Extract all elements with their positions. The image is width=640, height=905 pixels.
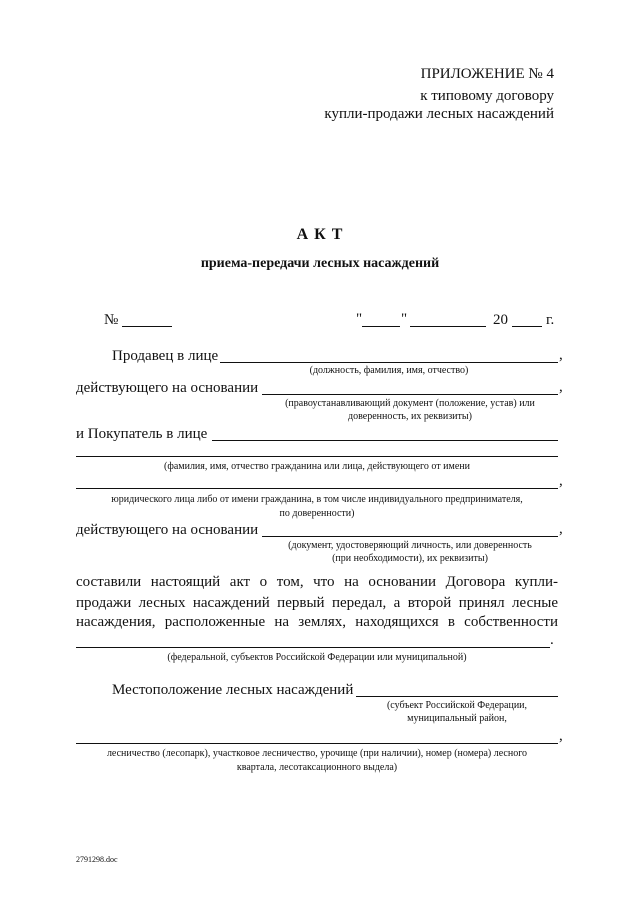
document-subtitle: приема-передачи лесных насаждений (200, 256, 440, 271)
date-quote-open: " (356, 311, 363, 327)
body-text-line3: насаждения, расположенные на землях, находящихся в собственности (76, 614, 558, 630)
annex-number: ПРИЛОЖЕНИЕ № 4 (420, 66, 554, 82)
location-label: Местоположение лесных насаждений (112, 682, 354, 698)
basis2-label: действующего на основании (76, 522, 259, 538)
location-field-line2[interactable] (76, 743, 558, 744)
basis1-note-line2: доверенность, их реквизиты) (348, 411, 472, 422)
basis2-line-comma: , (559, 521, 563, 537)
ownership-field-line[interactable] (76, 647, 550, 648)
seller-note: (должность, фамилия, имя, отчество) (309, 365, 469, 376)
basis2-note-line1: (документ, удостоверяющий личность, или доверенность (288, 540, 532, 551)
buyer-note2-line1: юридического лица либо от имени гражданина, в том числе индивидуального предпринимателя, (111, 494, 523, 505)
date-year-line[interactable] (512, 326, 542, 327)
ownership-line-period: . (550, 632, 554, 648)
location-note2-line2: квартала, лесотаксационного выдела) (236, 762, 398, 773)
buyer-note2-line2: по доверенности) (279, 508, 355, 519)
basis1-label: действующего на основании (76, 380, 259, 396)
buyer-field-line2[interactable] (76, 456, 558, 457)
file-reference: 2791298.doc (76, 855, 118, 864)
year-prefix: 20 (493, 312, 508, 328)
buyer-field-line3[interactable] (76, 488, 558, 489)
document-title: А К Т (296, 226, 344, 243)
location-line-comma: , (559, 728, 563, 744)
basis1-note-line1: (правоустанавливающий документ (положение, устав) или (285, 398, 535, 409)
buyer-note1: (фамилия, имя, отчество гражданина или лица, действующего от имени (164, 461, 470, 472)
annex-contract-name: купли-продажи лесных насаждений (324, 106, 554, 122)
basis2-note-line2: (при необходимости), их реквизиты) (332, 553, 488, 564)
annex-reference: к типовому договору (420, 88, 554, 104)
buyer-field-line1[interactable] (212, 440, 558, 441)
number-field-line[interactable] (122, 326, 172, 327)
basis2-field-line[interactable] (262, 536, 558, 537)
body-text-line1: составили настоящий акт о том, что на основании Договора купли- (76, 574, 558, 590)
seller-field-line[interactable] (220, 362, 558, 363)
date-month-line[interactable] (410, 326, 486, 327)
year-suffix: г. (546, 312, 555, 328)
number-label: № (104, 312, 119, 328)
seller-line-comma: , (559, 347, 563, 363)
location-note-line2: муниципальный район, (407, 713, 507, 724)
buyer-label: и Покупатель в лице (76, 426, 208, 442)
location-note2-line1: лесничество (лесопарк), участковое лесничество, урочище (при наличии), номер (номера) лесного (106, 748, 528, 759)
buyer-line-comma: , (559, 473, 563, 489)
date-quote-close: " (401, 311, 408, 327)
body-text-line2: продажи лесных насаждений первый передал, а второй принял лесные (76, 595, 558, 611)
basis1-line-comma: , (559, 379, 563, 395)
basis1-field-line[interactable] (262, 394, 558, 395)
seller-label: Продавец в лице (112, 348, 219, 364)
location-field-line1[interactable] (356, 696, 558, 697)
location-note-line1: (субъект Российской Федерации, (386, 700, 528, 711)
ownership-note: (федеральной, субъектов Российской Федерации или муниципальной) (167, 652, 467, 663)
date-day-line[interactable] (362, 326, 400, 327)
